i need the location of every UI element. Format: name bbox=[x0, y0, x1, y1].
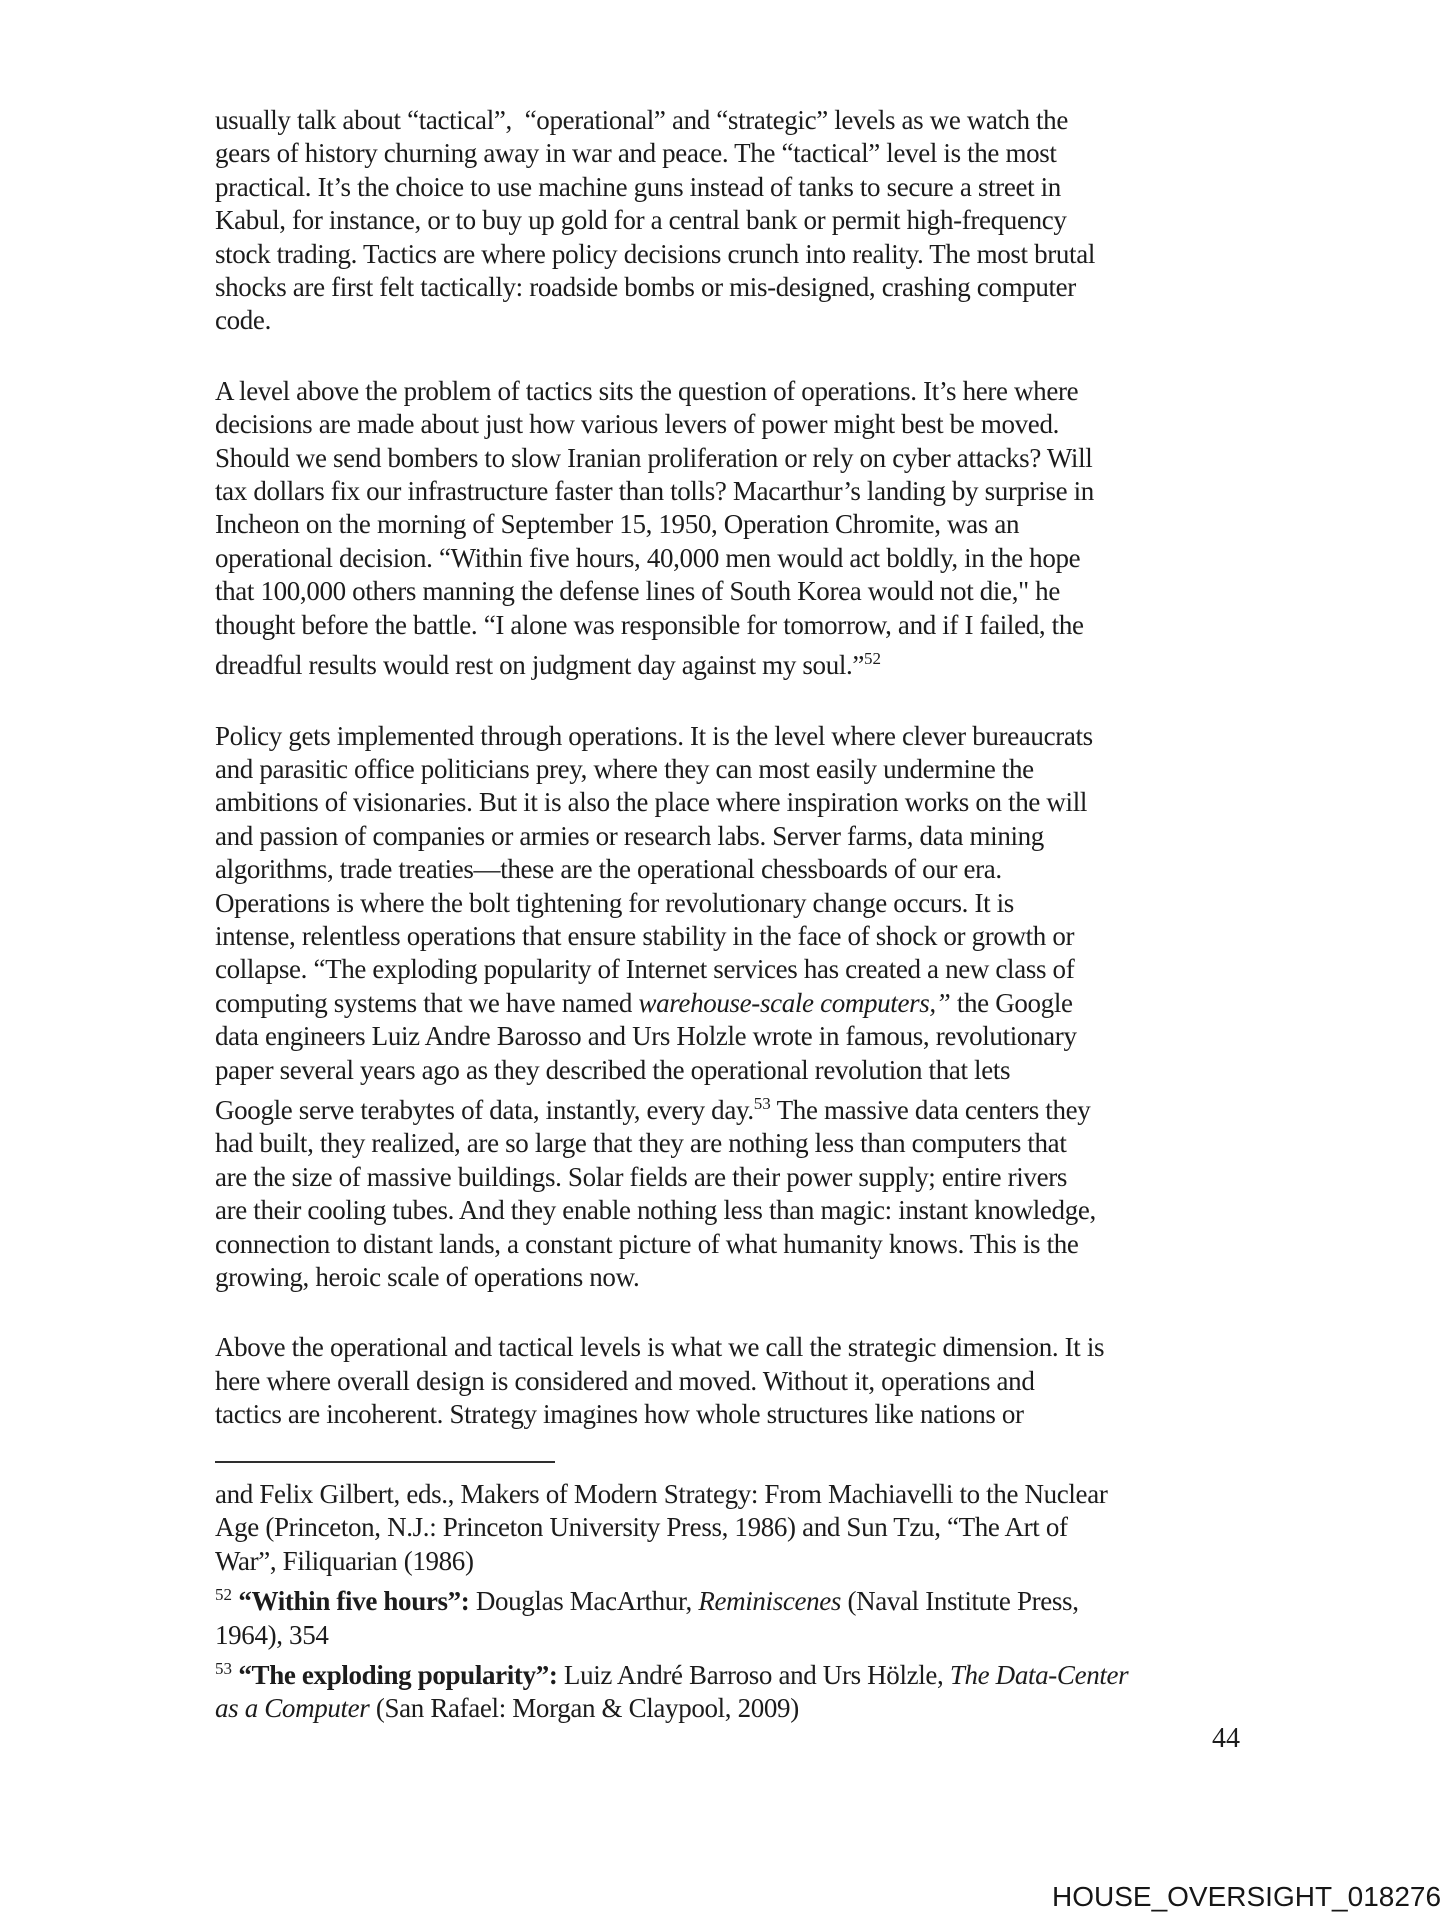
footnote-line bbox=[215, 1478, 1275, 1511]
body-text-line bbox=[215, 1365, 1275, 1398]
text-segment: Age (Princeton, N.J.: Princeton University Press, 1986) and Sun Tzu, “The Art of bbox=[215, 1512, 1068, 1543]
footnotes bbox=[215, 1478, 1275, 1726]
body-text-line bbox=[215, 753, 1275, 786]
text-segment: connection to distant lands, a constant picture of what humanity knows. This is the bbox=[215, 1228, 1079, 1259]
text-segment: tactics are incoherent. Strategy imagines how whole structures like nations or bbox=[215, 1399, 1024, 1430]
text-segment: stock trading. Tactics are where policy decisions crunch into reality. The most brutal bbox=[215, 238, 1095, 269]
text-segment: ambitions of visionaries. But it is also the place where inspiration works on the will bbox=[215, 787, 1088, 818]
text-segment: the Google bbox=[950, 987, 1073, 1018]
text-segment: had built, they realized, are so large that they are nothing less than computers that bbox=[215, 1128, 1067, 1159]
footnote-reference: 52 bbox=[864, 649, 882, 669]
text-segment: and passion of companies or armies or research labs. Server farms, data mining bbox=[215, 820, 1044, 851]
text-segment: Above the operational and tactical levels is what we call the strategic dimension. It is bbox=[215, 1332, 1105, 1363]
body-text-line bbox=[215, 1087, 1275, 1127]
text-segment: shocks are first felt tactically: roadside bombs or mis-designed, crashing computer bbox=[215, 272, 1076, 303]
body-text-line bbox=[215, 1331, 1275, 1364]
footnote-line bbox=[215, 1578, 1275, 1618]
bates-stamp: HOUSE_OVERSIGHT_018276 bbox=[1052, 1881, 1442, 1912]
body-text bbox=[215, 104, 1275, 1432]
text-segment: A level above the problem of tactics sits the question of operations. It’s here where bbox=[215, 375, 1079, 406]
text-segment: and Felix Gilbert, eds., Makers of Modern Strategy: From Machiavelli to the Nuclear bbox=[215, 1479, 1108, 1509]
text-segment: operational decision. “Within five hours, 40,000 men would act boldly, in the hope bbox=[215, 542, 1081, 573]
body-text-line bbox=[215, 642, 1275, 682]
text-segment: thought before the battle. “I alone was responsible for tomorrow, and if I failed, the bbox=[215, 609, 1084, 640]
footnote-separator bbox=[215, 1461, 555, 1463]
body-text-line bbox=[215, 238, 1275, 271]
body-text-line bbox=[215, 820, 1275, 853]
body-text-line bbox=[215, 920, 1275, 953]
body-text-line bbox=[215, 1127, 1275, 1160]
text-segment: are the size of massive buildings. Solar fields are their power supply; entire rivers bbox=[215, 1161, 1067, 1192]
body-text-line bbox=[215, 375, 1275, 408]
text-segment: Luiz André Barroso and Urs Hölzle, bbox=[557, 1660, 950, 1691]
body-text-line bbox=[215, 609, 1275, 642]
paragraph bbox=[215, 104, 1275, 338]
text-segment: The massive data centers they bbox=[770, 1094, 1091, 1125]
body-text-line bbox=[215, 575, 1275, 608]
text-segment: paper several years ago as they described the operational revolution that lets bbox=[215, 1054, 1011, 1085]
text-segment: as a Computer bbox=[215, 1693, 370, 1724]
text-segment: Operations is where the bolt tightening for revolutionary change occurs. It is bbox=[215, 887, 1014, 918]
body-text-line bbox=[215, 953, 1275, 986]
text-segment: algorithms, trade treaties—these are the operational chessboards of our era. bbox=[215, 854, 1002, 885]
page-number: 44 bbox=[1212, 1723, 1240, 1754]
footnote-line bbox=[215, 1692, 1275, 1725]
body-text-line bbox=[215, 304, 1275, 337]
text-segment: usually talk about “tactical”, “operational” and “strategic” levels as we watch the bbox=[215, 105, 1068, 135]
body-text-line bbox=[215, 1194, 1275, 1227]
text-segment: dreadful results would rest on judgment day against my soul.” bbox=[215, 650, 865, 681]
body-text-line bbox=[215, 1228, 1275, 1261]
body-text-line bbox=[215, 1261, 1275, 1294]
text-segment: “Within five hours”: bbox=[238, 1586, 470, 1617]
text-segment: Incheon on the morning of September 15, 1950, Operation Chromite, was an bbox=[215, 509, 1020, 540]
text-segment: tax dollars fix our infrastructure faster than tolls? Macarthur’s landing by surprise in bbox=[215, 476, 1094, 507]
body-text-line bbox=[215, 442, 1275, 475]
text-segment: collapse. “The exploding popularity of Internet services has created a new class of bbox=[215, 954, 1075, 985]
body-text-line bbox=[215, 1161, 1275, 1194]
text-segment: data engineers Luiz Andre Barosso and Urs Holzle wrote in famous, revolutionary bbox=[215, 1021, 1077, 1052]
text-segment: here where overall design is considered and moved. Without it, operations and bbox=[215, 1365, 1035, 1396]
text-segment: Douglas MacArthur, bbox=[469, 1586, 699, 1617]
body-text-line bbox=[215, 786, 1275, 819]
body-text-line bbox=[215, 137, 1275, 170]
body-text-line bbox=[215, 720, 1275, 753]
footnote-line bbox=[215, 1619, 1275, 1652]
paragraph bbox=[215, 720, 1275, 1295]
text-segment: (Naval Institute Press, bbox=[841, 1586, 1079, 1617]
footnote-reference: 53 bbox=[215, 1659, 232, 1679]
text-segment: The Data-Center bbox=[949, 1660, 1129, 1691]
text-segment: Should we send bombers to slow Iranian proliferation or rely on cyber attacks? Will bbox=[215, 442, 1093, 473]
text-segment: that 100,000 others manning the defense lines of South Korea would not die," he bbox=[215, 576, 1060, 607]
text-segment: warehouse-scale computers,” bbox=[638, 987, 951, 1018]
body-text-line bbox=[215, 508, 1275, 541]
body-text-line bbox=[215, 104, 1275, 137]
text-segment: 1964), 354 bbox=[215, 1619, 329, 1650]
text-segment: are their cooling tubes. And they enable nothing less than magic: instant knowledge, bbox=[215, 1195, 1096, 1226]
footnote-line bbox=[215, 1652, 1275, 1692]
text-segment: and parasitic office politicians prey, where they can most easily undermine the bbox=[215, 753, 1034, 784]
text-segment: Google serve terabytes of data, instantly, every day. bbox=[215, 1094, 754, 1125]
paragraph bbox=[215, 1331, 1275, 1431]
text-segment: gears of history churning away in war and peace. The “tactical” level is the most bbox=[215, 138, 1057, 169]
body-text-line bbox=[215, 542, 1275, 575]
body-text-line bbox=[215, 1020, 1275, 1053]
footnote-reference: 52 bbox=[215, 1585, 232, 1605]
footnote-reference: 53 bbox=[753, 1093, 771, 1113]
text-segment: practical. It’s the choice to use machine guns instead of tanks to secure a street in bbox=[215, 171, 1061, 202]
text-segment: Kabul, for instance, or to buy up gold for a central bank or permit high-frequency bbox=[215, 205, 1067, 236]
text-segment: (San Rafael: Morgan & Claypool, 2009) bbox=[369, 1693, 799, 1724]
text-segment: War”, Filiquarian (1986) bbox=[215, 1545, 474, 1576]
body-text-line bbox=[215, 204, 1275, 237]
text-segment: decisions are made about just how various levers of power might best be moved. bbox=[215, 409, 1059, 440]
body-text-line bbox=[215, 408, 1275, 441]
body-text-line bbox=[215, 1054, 1275, 1087]
body-text-line bbox=[215, 1398, 1275, 1431]
body-text-line bbox=[215, 887, 1275, 920]
text-segment: code. bbox=[215, 305, 271, 336]
body-text-line bbox=[215, 475, 1275, 508]
paragraph bbox=[215, 375, 1275, 683]
body-text-line bbox=[215, 853, 1275, 886]
footnote-line bbox=[215, 1511, 1275, 1544]
body-text-line bbox=[215, 171, 1275, 204]
body-text-line bbox=[215, 987, 1275, 1020]
text-segment: Reminiscenes bbox=[698, 1586, 842, 1617]
text-segment: Policy gets implemented through operations. It is the level where clever bureaucrats bbox=[215, 720, 1093, 751]
text-segment: growing, heroic scale of operations now. bbox=[215, 1262, 640, 1292]
text-segment: “The exploding popularity”: bbox=[238, 1660, 558, 1691]
body-text-line bbox=[215, 271, 1275, 304]
text-segment: computing systems that we have named bbox=[215, 987, 639, 1018]
text-segment: intense, relentless operations that ensure stability in the face of shock or growth or bbox=[215, 920, 1075, 951]
footnote-line bbox=[215, 1545, 1275, 1578]
